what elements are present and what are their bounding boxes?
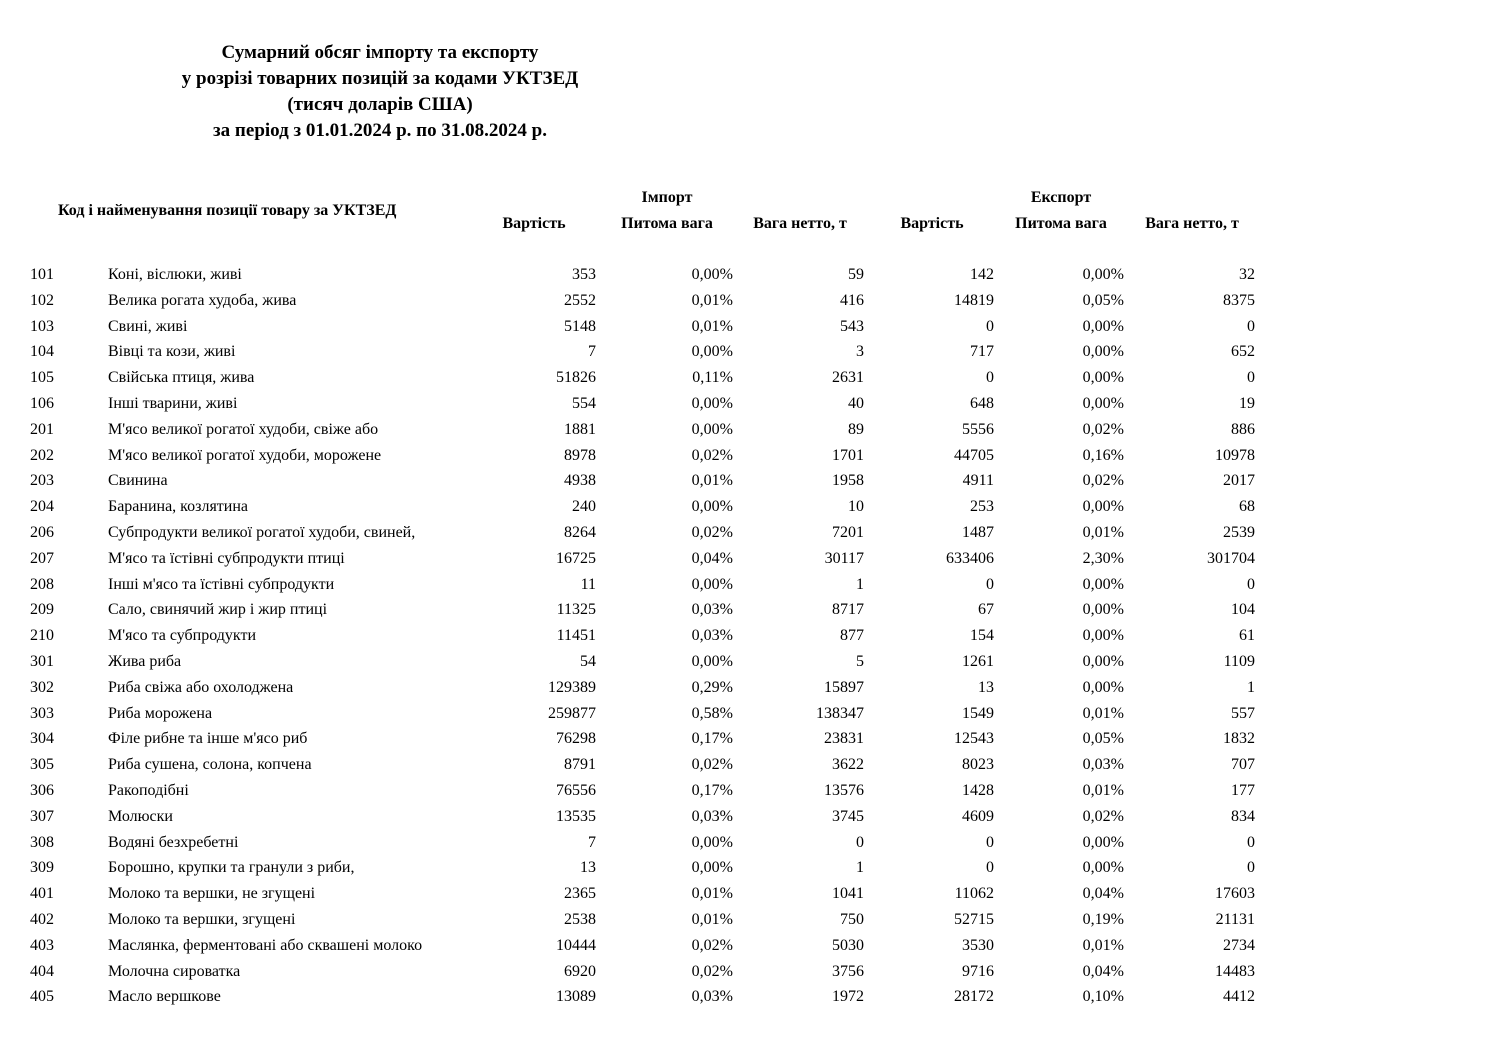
export-weight-cell: 0 bbox=[1247, 859, 1255, 877]
table-row bbox=[0, 752, 1497, 778]
data-table bbox=[0, 262, 1497, 1010]
export-value-cell: 0 bbox=[986, 317, 994, 335]
export-share-cell: 0,00% bbox=[1082, 833, 1124, 851]
export-value-cell: 717 bbox=[970, 343, 994, 361]
table-row bbox=[0, 726, 1497, 752]
export-value-cell: 154 bbox=[970, 627, 994, 645]
row-name: М'ясо та їстівні субпродукти птиці bbox=[108, 549, 345, 567]
import-weight-cell: 1972 bbox=[832, 988, 864, 1006]
import-share-cell: 0,01% bbox=[691, 885, 733, 903]
import-weight-cell: 543 bbox=[840, 317, 864, 335]
export-weight-cell: 21131 bbox=[1215, 910, 1255, 928]
export-share-cell: 0,00% bbox=[1082, 627, 1124, 645]
title-line-2: у розрізі товарних позицій за кодами УКТЗЕД bbox=[181, 68, 579, 89]
export-share-cell: 0,10% bbox=[1082, 988, 1124, 1006]
import-value-cell: 10444 bbox=[556, 936, 596, 954]
import-value-cell: 54 bbox=[580, 652, 596, 670]
table-row bbox=[0, 933, 1497, 959]
header-export-weight: Вага нетто, т bbox=[1145, 215, 1239, 232]
import-share-cell: 0,01% bbox=[691, 291, 733, 309]
import-weight-cell: 3 bbox=[856, 343, 864, 361]
table-row bbox=[0, 288, 1497, 314]
row-code: 401 bbox=[30, 885, 54, 903]
export-weight-cell: 32 bbox=[1239, 266, 1255, 283]
export-share-cell: 0,00% bbox=[1082, 498, 1124, 516]
table-row bbox=[0, 675, 1497, 701]
table-row bbox=[0, 443, 1497, 469]
export-value-cell: 0 bbox=[986, 575, 994, 593]
import-share-cell: 0,00% bbox=[691, 575, 733, 593]
table-row bbox=[0, 262, 1497, 288]
export-share-cell: 0,00% bbox=[1082, 859, 1124, 877]
row-name: Свинина bbox=[108, 472, 168, 490]
import-share-cell: 0,17% bbox=[691, 781, 733, 799]
import-value-cell: 8791 bbox=[564, 756, 596, 774]
import-weight-cell: 3756 bbox=[832, 962, 864, 980]
import-weight-cell: 8717 bbox=[832, 601, 864, 619]
import-value-cell: 13535 bbox=[556, 807, 596, 825]
import-share-cell: 0,58% bbox=[691, 704, 733, 722]
export-value-cell: 1261 bbox=[962, 652, 994, 670]
row-name: Інші тварини, живі bbox=[108, 394, 238, 412]
import-value-cell: 11 bbox=[580, 575, 596, 593]
row-name: Молочна сироватка bbox=[108, 962, 241, 980]
import-value-cell: 16725 bbox=[556, 549, 596, 567]
row-name: Сало, свинячий жир і жир птиці bbox=[108, 601, 328, 619]
import-value-cell: 13 bbox=[580, 859, 596, 877]
export-weight-cell: 652 bbox=[1231, 343, 1255, 361]
row-name: Борошно, крупки та гранули з риби, bbox=[108, 859, 355, 877]
row-code: 307 bbox=[30, 807, 54, 825]
import-value-cell: 11325 bbox=[556, 601, 596, 619]
header-import-value: Вартість bbox=[502, 215, 566, 232]
table-row bbox=[0, 778, 1497, 804]
import-value-cell: 2365 bbox=[564, 885, 596, 903]
import-weight-cell: 1 bbox=[856, 859, 864, 877]
export-weight-cell: 0 bbox=[1247, 369, 1255, 387]
row-name: Жива риба bbox=[108, 652, 182, 670]
export-value-cell: 142 bbox=[970, 266, 994, 283]
export-weight-cell: 10978 bbox=[1215, 446, 1255, 464]
row-name: Філе рибне та інше м'ясо риб bbox=[108, 730, 308, 748]
import-weight-cell: 3745 bbox=[832, 807, 864, 825]
row-name: Свині, живі bbox=[108, 317, 188, 335]
import-share-cell: 0,02% bbox=[691, 523, 733, 541]
row-name: Молоко та вершки, згущені bbox=[108, 910, 296, 928]
export-weight-cell: 301704 bbox=[1207, 549, 1255, 567]
import-weight-cell: 877 bbox=[840, 627, 864, 645]
row-code: 405 bbox=[30, 988, 54, 1006]
export-share-cell: 0,04% bbox=[1082, 962, 1124, 980]
import-value-cell: 259877 bbox=[548, 704, 596, 722]
import-weight-cell: 1 bbox=[856, 575, 864, 593]
table-row bbox=[0, 365, 1497, 391]
import-value-cell: 51826 bbox=[556, 369, 596, 387]
import-value-cell: 5148 bbox=[564, 317, 596, 335]
export-weight-cell: 104 bbox=[1231, 601, 1255, 619]
export-value-cell: 4911 bbox=[962, 472, 994, 490]
export-weight-cell: 0 bbox=[1247, 317, 1255, 335]
row-name: Ракоподібні bbox=[108, 781, 189, 799]
row-code: 305 bbox=[30, 756, 54, 774]
import-share-cell: 0,00% bbox=[691, 833, 733, 851]
import-value-cell: 129389 bbox=[548, 678, 596, 696]
row-name: Масло вершкове bbox=[108, 988, 221, 1006]
export-weight-cell: 886 bbox=[1231, 420, 1255, 438]
export-weight-cell: 557 bbox=[1231, 704, 1255, 722]
export-value-cell: 0 bbox=[986, 833, 994, 851]
table-row bbox=[0, 881, 1497, 907]
row-name: Риба сушена, солона, копчена bbox=[108, 756, 312, 774]
row-code: 301 bbox=[30, 652, 54, 670]
table-row bbox=[0, 494, 1497, 520]
row-name: Велика рогата худоба, жива bbox=[108, 291, 297, 309]
import-value-cell: 7 bbox=[588, 343, 596, 361]
export-value-cell: 0 bbox=[986, 859, 994, 877]
import-value-cell: 76556 bbox=[556, 781, 596, 799]
table-row bbox=[0, 391, 1497, 417]
import-weight-cell: 30117 bbox=[824, 549, 864, 567]
import-share-cell: 0,01% bbox=[691, 910, 733, 928]
export-value-cell: 3530 bbox=[962, 936, 994, 954]
import-share-cell: 0,03% bbox=[691, 627, 733, 645]
import-weight-cell: 3622 bbox=[832, 756, 864, 774]
import-share-cell: 0,00% bbox=[691, 343, 733, 361]
import-share-cell: 0,11% bbox=[692, 369, 733, 387]
import-weight-cell: 40 bbox=[848, 394, 864, 412]
export-value-cell: 5556 bbox=[962, 420, 994, 438]
title-line-3: (тисяч доларів США) bbox=[287, 94, 473, 115]
export-weight-cell: 68 bbox=[1239, 498, 1255, 516]
export-weight-cell: 14483 bbox=[1215, 962, 1255, 980]
import-share-cell: 0,00% bbox=[691, 652, 733, 670]
import-share-cell: 0,00% bbox=[691, 420, 733, 438]
row-name: Маслянка, ферментовані або сквашені молоко bbox=[108, 936, 423, 954]
row-name: Баранина, козлятина bbox=[108, 498, 249, 516]
export-weight-cell: 0 bbox=[1247, 833, 1255, 851]
import-share-cell: 0,01% bbox=[691, 472, 733, 490]
export-weight-cell: 1832 bbox=[1223, 730, 1255, 748]
export-share-cell: 0,02% bbox=[1082, 420, 1124, 438]
export-weight-cell: 2539 bbox=[1223, 523, 1255, 541]
import-value-cell: 76298 bbox=[556, 730, 596, 748]
row-code: 303 bbox=[30, 704, 54, 722]
import-value-cell: 8264 bbox=[564, 523, 596, 541]
row-code: 105 bbox=[30, 369, 54, 387]
table-row bbox=[0, 804, 1497, 830]
header-export-value: Вартість bbox=[900, 215, 964, 232]
export-weight-cell: 0 bbox=[1247, 575, 1255, 593]
import-share-cell: 0,00% bbox=[691, 266, 733, 283]
table-row bbox=[0, 984, 1497, 1010]
export-share-cell: 0,19% bbox=[1082, 910, 1124, 928]
import-weight-cell: 0 bbox=[856, 833, 864, 851]
import-share-cell: 0,29% bbox=[691, 678, 733, 696]
import-value-cell: 240 bbox=[572, 498, 596, 516]
export-share-cell: 0,03% bbox=[1082, 756, 1124, 774]
import-value-cell: 2538 bbox=[564, 910, 596, 928]
row-name: М'ясо та субпродукти bbox=[108, 627, 257, 645]
row-code: 206 bbox=[30, 523, 54, 541]
export-share-cell: 0,00% bbox=[1082, 266, 1124, 283]
import-share-cell: 0,00% bbox=[691, 859, 733, 877]
row-code: 104 bbox=[30, 343, 54, 361]
import-value-cell: 4938 bbox=[564, 472, 596, 490]
row-name: М'ясо великої рогатої худоби, свіже або bbox=[108, 420, 379, 438]
import-weight-cell: 59 bbox=[848, 266, 864, 283]
export-value-cell: 1549 bbox=[962, 704, 994, 722]
import-weight-cell: 750 bbox=[840, 910, 864, 928]
row-code: 102 bbox=[30, 291, 54, 309]
export-value-cell: 52715 bbox=[954, 910, 994, 928]
table-row bbox=[0, 572, 1497, 598]
table-row bbox=[0, 314, 1497, 340]
export-share-cell: 0,00% bbox=[1082, 343, 1124, 361]
title-line-1: Сумарний обсяг імпорту та експорту bbox=[221, 42, 539, 63]
export-value-cell: 253 bbox=[970, 498, 994, 516]
import-weight-cell: 1041 bbox=[832, 885, 864, 903]
import-weight-cell: 13576 bbox=[824, 781, 864, 799]
export-share-cell: 0,04% bbox=[1082, 885, 1124, 903]
export-weight-cell: 707 bbox=[1231, 756, 1255, 774]
header-import-weight: Вага нетто, т bbox=[753, 215, 847, 232]
title-line-4: за період з 01.01.2024 р. по 31.08.2024 р. bbox=[213, 120, 547, 141]
table-row bbox=[0, 417, 1497, 443]
export-value-cell: 0 bbox=[986, 369, 994, 387]
import-value-cell: 6920 bbox=[564, 962, 596, 980]
import-value-cell: 353 bbox=[572, 266, 596, 283]
row-code: 204 bbox=[30, 498, 54, 516]
table-row bbox=[0, 830, 1497, 856]
document-title bbox=[80, 40, 680, 144]
import-weight-cell: 15897 bbox=[824, 678, 864, 696]
row-code: 302 bbox=[30, 678, 54, 696]
import-value-cell: 7 bbox=[588, 833, 596, 851]
table-row bbox=[0, 468, 1497, 494]
export-weight-cell: 1 bbox=[1247, 678, 1255, 696]
import-weight-cell: 7201 bbox=[832, 523, 864, 541]
export-value-cell: 4609 bbox=[962, 807, 994, 825]
export-weight-cell: 4412 bbox=[1223, 988, 1255, 1006]
row-code: 304 bbox=[30, 730, 54, 748]
export-value-cell: 633406 bbox=[946, 549, 994, 567]
export-value-cell: 12543 bbox=[954, 730, 994, 748]
table-row bbox=[0, 623, 1497, 649]
header-export: Експорт bbox=[1030, 189, 1092, 206]
export-share-cell: 2,30% bbox=[1082, 549, 1124, 567]
row-name: Інші м'ясо та їстівні субпродукти bbox=[108, 575, 335, 593]
export-share-cell: 0,02% bbox=[1082, 472, 1124, 490]
export-value-cell: 9716 bbox=[962, 962, 994, 980]
import-share-cell: 0,02% bbox=[691, 962, 733, 980]
export-value-cell: 1487 bbox=[962, 523, 994, 541]
table-row bbox=[0, 520, 1497, 546]
row-code: 103 bbox=[30, 317, 54, 335]
row-code: 403 bbox=[30, 936, 54, 954]
export-weight-cell: 2734 bbox=[1223, 936, 1255, 954]
export-weight-cell: 8375 bbox=[1223, 291, 1255, 309]
row-name: Водяні безхребетні bbox=[108, 833, 239, 851]
row-code: 309 bbox=[30, 859, 54, 877]
import-value-cell: 554 bbox=[572, 394, 596, 412]
import-share-cell: 0,03% bbox=[691, 601, 733, 619]
row-name: М'ясо великої рогатої худоби, морожене bbox=[108, 446, 382, 464]
export-share-cell: 0,16% bbox=[1082, 446, 1124, 464]
export-share-cell: 0,00% bbox=[1082, 394, 1124, 412]
table-row bbox=[0, 855, 1497, 881]
import-weight-cell: 416 bbox=[840, 291, 864, 309]
import-weight-cell: 10 bbox=[848, 498, 864, 516]
table-row bbox=[0, 597, 1497, 623]
export-share-cell: 0,01% bbox=[1082, 704, 1124, 722]
export-value-cell: 1428 bbox=[962, 781, 994, 799]
import-share-cell: 0,03% bbox=[691, 988, 733, 1006]
row-code: 308 bbox=[30, 833, 54, 851]
table-row bbox=[0, 907, 1497, 933]
row-code: 106 bbox=[30, 394, 54, 412]
export-share-cell: 0,00% bbox=[1082, 369, 1124, 387]
import-share-cell: 0,17% bbox=[691, 730, 733, 748]
table-row bbox=[0, 649, 1497, 675]
row-code: 404 bbox=[30, 962, 54, 980]
import-weight-cell: 89 bbox=[848, 420, 864, 438]
row-code: 208 bbox=[30, 575, 54, 593]
row-name: Риба свіжа або охолоджена bbox=[108, 678, 294, 696]
row-name: Молоко та вершки, не згущені bbox=[108, 885, 316, 903]
import-value-cell: 2552 bbox=[564, 291, 596, 309]
import-value-cell: 11451 bbox=[556, 627, 596, 645]
export-value-cell: 28172 bbox=[954, 988, 994, 1006]
row-code: 210 bbox=[30, 627, 54, 645]
row-code: 202 bbox=[30, 446, 54, 464]
export-share-cell: 0,02% bbox=[1082, 807, 1124, 825]
table-row bbox=[0, 701, 1497, 727]
import-share-cell: 0,03% bbox=[691, 807, 733, 825]
export-share-cell: 0,01% bbox=[1082, 781, 1124, 799]
export-share-cell: 0,00% bbox=[1082, 317, 1124, 335]
row-name: Вівці та кози, живі bbox=[108, 343, 236, 361]
import-share-cell: 0,00% bbox=[691, 394, 733, 412]
export-value-cell: 14819 bbox=[954, 291, 994, 309]
import-share-cell: 0,02% bbox=[691, 446, 733, 464]
export-share-cell: 0,05% bbox=[1082, 291, 1124, 309]
import-share-cell: 0,02% bbox=[691, 936, 733, 954]
row-code: 101 bbox=[30, 266, 54, 283]
row-code: 402 bbox=[30, 910, 54, 928]
row-code: 209 bbox=[30, 601, 54, 619]
header-import: Імпорт bbox=[641, 189, 693, 206]
export-share-cell: 0,01% bbox=[1082, 523, 1124, 541]
export-share-cell: 0,00% bbox=[1082, 678, 1124, 696]
import-share-cell: 0,04% bbox=[691, 549, 733, 567]
import-share-cell: 0,01% bbox=[691, 317, 733, 335]
row-name: Коні, віслюки, живі bbox=[108, 266, 242, 283]
export-value-cell: 11062 bbox=[954, 885, 994, 903]
export-share-cell: 0,00% bbox=[1082, 601, 1124, 619]
import-weight-cell: 1701 bbox=[832, 446, 864, 464]
export-share-cell: 0,05% bbox=[1082, 730, 1124, 748]
import-value-cell: 1881 bbox=[564, 420, 596, 438]
export-weight-cell: 2017 bbox=[1223, 472, 1255, 490]
import-share-cell: 0,02% bbox=[691, 756, 733, 774]
import-weight-cell: 5030 bbox=[832, 936, 864, 954]
row-code: 207 bbox=[30, 549, 54, 567]
row-code: 201 bbox=[30, 420, 54, 438]
row-name: Молюски bbox=[108, 807, 173, 825]
export-weight-cell: 61 bbox=[1239, 627, 1255, 645]
export-weight-cell: 17603 bbox=[1215, 885, 1255, 903]
export-weight-cell: 177 bbox=[1231, 781, 1255, 799]
row-name: Риба морожена bbox=[108, 704, 213, 722]
row-code: 203 bbox=[30, 472, 54, 490]
export-value-cell: 44705 bbox=[954, 446, 994, 464]
import-weight-cell: 5 bbox=[856, 652, 864, 670]
header-import-share: Питома вага bbox=[621, 215, 713, 232]
header-export-share: Питома вага bbox=[1015, 215, 1107, 232]
import-value-cell: 8978 bbox=[564, 446, 596, 464]
export-value-cell: 13 bbox=[978, 678, 994, 696]
import-share-cell: 0,00% bbox=[691, 498, 733, 516]
row-name: Свійська птиця, жива bbox=[108, 369, 255, 387]
row-code: 306 bbox=[30, 781, 54, 799]
table-row bbox=[0, 959, 1497, 985]
export-share-cell: 0,00% bbox=[1082, 575, 1124, 593]
export-share-cell: 0,01% bbox=[1082, 936, 1124, 954]
table-row bbox=[0, 339, 1497, 365]
export-value-cell: 8023 bbox=[962, 756, 994, 774]
export-share-cell: 0,00% bbox=[1082, 652, 1124, 670]
row-name: Субпродукти великої рогатої худоби, свиней, bbox=[108, 523, 416, 541]
export-weight-cell: 19 bbox=[1239, 394, 1255, 412]
export-value-cell: 67 bbox=[978, 601, 994, 619]
table-row bbox=[0, 546, 1497, 572]
import-value-cell: 13089 bbox=[556, 988, 596, 1006]
import-weight-cell: 2631 bbox=[832, 369, 864, 387]
header-code-name: Код і найменування позиції товару за УКТЗЕД bbox=[58, 202, 397, 219]
export-value-cell: 648 bbox=[970, 394, 994, 412]
export-weight-cell: 1109 bbox=[1223, 652, 1255, 670]
import-weight-cell: 1958 bbox=[832, 472, 864, 490]
import-weight-cell: 23831 bbox=[824, 730, 864, 748]
import-weight-cell: 138347 bbox=[816, 704, 864, 722]
export-weight-cell: 834 bbox=[1231, 807, 1255, 825]
